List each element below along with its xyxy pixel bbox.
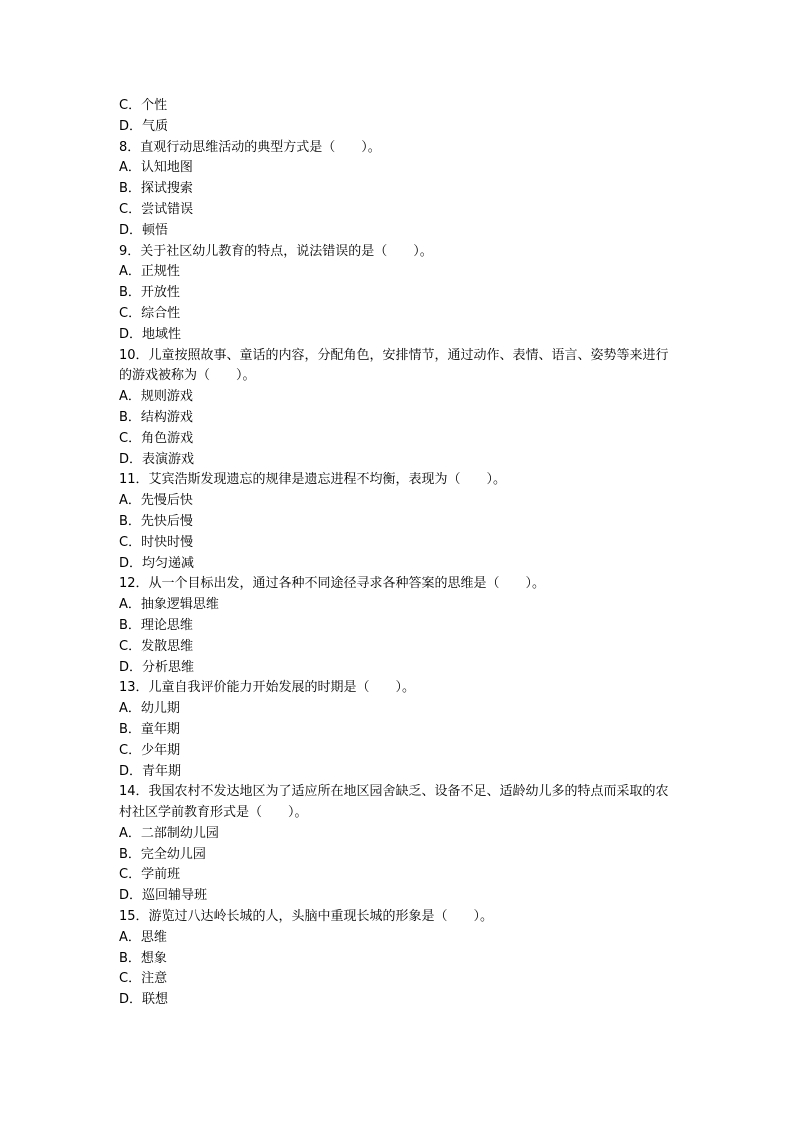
option-a-q15: A．思维: [119, 929, 167, 945]
option-b-q14: B．完全幼儿园: [119, 846, 206, 862]
option-d-q15: D．联想: [119, 992, 169, 1008]
option-d-q8: D．顿悟: [119, 222, 169, 238]
option-b-q12: B．理论思维: [119, 617, 193, 633]
option-d-q9: D．地域性: [119, 326, 182, 342]
option-a-q14: A．二部制幼儿园: [119, 825, 219, 841]
question-11: 11．艾宾浩斯发现遗忘的规律是遗忘进程不均衡，表现为（ ）。: [119, 472, 507, 488]
option-c-q8: C．尝试错误: [119, 201, 194, 217]
option-b-q9: B．开放性: [119, 285, 180, 301]
question-15: 15．游览过八达岭长城的人，头脑中重现长城的形象是（ ）。: [119, 909, 494, 925]
option-c-q14: C．学前班: [119, 867, 181, 883]
question-13: 13．儿童自我评价能力开始发展的时期是（ ）。: [119, 680, 416, 696]
option-b-q10: B．结构游戏: [119, 409, 193, 425]
option-d-q13: D．青年期: [119, 763, 182, 779]
option-d-q10: D．表演游戏: [119, 451, 195, 467]
option-b-q13: B．童年期: [119, 721, 180, 737]
option-b-q15: B．想象: [119, 950, 167, 966]
option-c-q12: C．发散思维: [119, 638, 194, 654]
option-b-q11: B．先快后慢: [119, 513, 193, 529]
question-12: 12．从一个目标出发，通过各种不同途径寻求各种答案的思维是（ ）。: [119, 576, 546, 592]
question-10: 10．儿童按照故事、童话的内容，分配角色，安排情节，通过动作、表情、语言、姿势等来进行的游戏被称为（ ）。: [119, 347, 669, 384]
option-d-q7: D．气质: [119, 118, 169, 134]
option-c-q11: C．时快时慢: [119, 534, 194, 550]
option-c-q9: C．综合性: [119, 305, 181, 321]
option-b-q8: B．探试搜索: [119, 181, 193, 197]
question-list: [119, 96, 679, 1011]
option-d-q11: D．均匀递减: [119, 555, 195, 571]
option-c-q7: C．个性: [119, 98, 168, 113]
option-a-q8: A．认知地图: [119, 160, 193, 176]
question-8: 8．直观行动思维活动的典型方式是（ ）。: [119, 139, 381, 155]
question-9: 9．关于社区幼儿教育的特点，说法错误的是（ ）。: [119, 243, 433, 259]
option-a-q13: A．幼儿期: [119, 701, 180, 717]
option-a-q10: A．规则游戏: [119, 389, 193, 405]
option-c-q10: C．角色游戏: [119, 430, 194, 446]
option-d-q14: D．巡回辅导班: [119, 888, 208, 904]
question-14: 14．我国农村不发达地区为了适应所在地区园舍缺乏、设备不足、适龄幼儿多的特点而采取的农村社区学前教育形式是（ ）。: [119, 784, 669, 821]
option-a-q9: A．正规性: [119, 264, 180, 280]
option-c-q15: C．注意: [119, 971, 168, 987]
option-a-q11: A．先慢后快: [119, 493, 193, 509]
option-a-q12: A．抽象逻辑思维: [119, 597, 219, 613]
option-c-q13: C．少年期: [119, 742, 181, 758]
option-d-q12: D．分析思维: [119, 659, 195, 675]
